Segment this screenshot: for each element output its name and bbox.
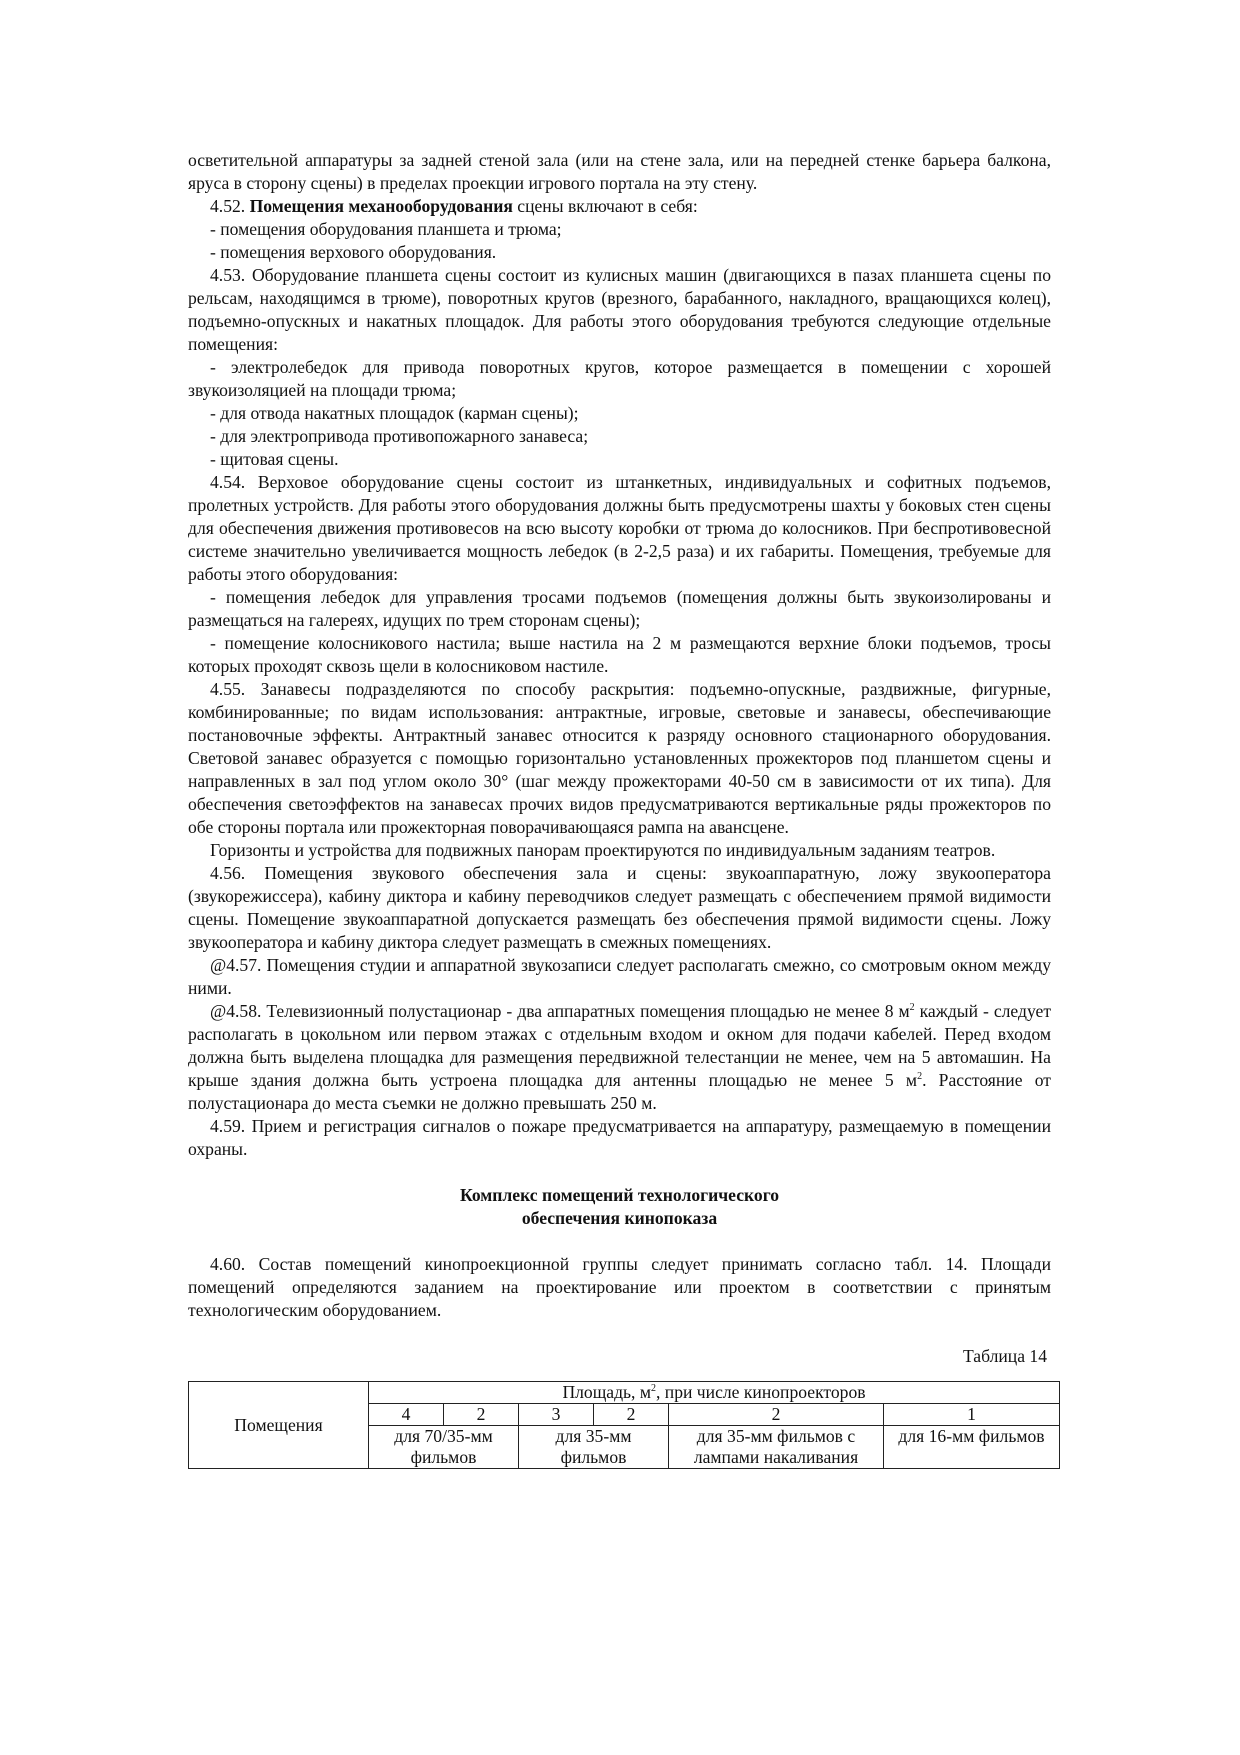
film-type-cell: для 35-мм фильмов с лампами накаливания bbox=[669, 1426, 884, 1469]
superscript: 2 bbox=[650, 1383, 656, 1395]
heading-line: Комплекс помещений технологического bbox=[459, 1185, 780, 1205]
projector-count-cell: 2 bbox=[594, 1404, 669, 1426]
paragraph-4-54: 4.54. Верховое оборудование сцены состоит из штанкетных, индивидуальных и софитных подъемов, пролетных устройств. Для работы этого оборудования должны быть предусмотрены шахты у боковых стен сцены для обеспечения движения противовесов на всю высоту коробки от трюма до колосников. При беспротивовесной системе значительно увеличивается мощность лебедок (в 2-2,5 раза) и их габариты. Помещения, требуемые для работы этого оборудования: bbox=[188, 472, 1051, 584]
paragraph: осветительной аппаратуры за задней стеной зала (или на стене зала, или на передней стенке барьера балкона, яруса в сторону сцены) в пределах проекции игрового портала на эту стену. bbox=[188, 150, 1051, 193]
list-item: - для отвода накатных площадок (карман сцены); bbox=[210, 403, 579, 423]
paragraph-4-60: 4.60. Состав помещений кинопроекционной группы следует принимать согласно табл. 14. Площади помещений определяются заданием на проектирование или проектом в соответствии с принятым технологическим оборудованием. bbox=[188, 1254, 1051, 1320]
area-header-text: , при числе кинопроекторов bbox=[655, 1382, 866, 1402]
document-page bbox=[188, 149, 1051, 1469]
projector-count-cell: 2 bbox=[444, 1404, 519, 1426]
paragraph-4-57: @4.57. Помещения студии и аппаратной звукозаписи следует располагать смежно, со смотровым окном между ними. bbox=[188, 955, 1051, 998]
projector-count-cell: 1 bbox=[884, 1404, 1060, 1426]
paragraph: Горизонты и устройства для подвижных панорам проектируются по индивидуальным заданиям театров. bbox=[210, 840, 996, 860]
paragraph-text: сцены включают в себя: bbox=[512, 196, 698, 216]
area-header-text: Площадь, м bbox=[562, 1382, 651, 1402]
heading-line: обеспечения кинопоказа bbox=[521, 1208, 718, 1228]
section-heading bbox=[188, 1184, 1051, 1230]
bold-term: Помещения механооборудования bbox=[249, 196, 513, 216]
paragraph-text: @4.58. Телевизионный полустационар - два аппаратных помещения площадью не менее 8 м bbox=[210, 1001, 910, 1021]
film-type-cell: для 35-мм фильмов bbox=[519, 1426, 669, 1469]
list-item: - щитовая сцены. bbox=[210, 449, 339, 469]
list-item: - помещения лебедок для управления тросами подъемов (помещения должны быть звукоизолированы и размещаться на галереях, идущих по трем сторонам сцены); bbox=[188, 587, 1051, 630]
projector-count-cell: 4 bbox=[369, 1404, 444, 1426]
film-type-cell: для 70/35-мм фильмов bbox=[369, 1426, 519, 1469]
list-item: - для электропривода противопожарного занавеса; bbox=[210, 426, 589, 446]
list-item: - помещение колосникового настила; выше настила на 2 м размещаются верхние блоки подъемов, тросы которых проходят сквозь щели в колосниковом настиле. bbox=[188, 633, 1051, 676]
clause-number: 4.52. bbox=[210, 196, 250, 216]
paragraph-4-59: 4.59. Прием и регистрация сигналов о пожаре предусматривается на аппаратуру, размещаемую в помещении охраны. bbox=[188, 1116, 1051, 1159]
paragraph-4-52 bbox=[188, 195, 1051, 218]
list-item: - помещения оборудования планшета и трюма; bbox=[210, 219, 562, 239]
list-item: - помещения верхового оборудования. bbox=[210, 242, 497, 262]
list-item: - электролебедок для привода поворотных кругов, которое размещается в помещении с хорошей звукоизоляцией на площади трюма; bbox=[188, 357, 1051, 400]
superscript: 2 bbox=[909, 1002, 915, 1014]
paragraph-4-53: 4.53. Оборудование планшета сцены состоит из кулисных машин (двигающихся в пазах планшета сцены по рельсам, находящимся в трюме), поворотных кругов (врезного, барабанного, накладного, вращающихся колец), подъемно-опускных и накатных площадок. Для работы этого оборудования требуются следующие отдельные помещения: bbox=[188, 265, 1051, 354]
table-row bbox=[189, 1382, 1060, 1404]
paragraph-4-58 bbox=[188, 1000, 1051, 1115]
film-type-cell: для 16-мм фильмов bbox=[884, 1426, 1060, 1469]
paragraph-text: . Расстояние от полустационара до места съемки не должно превышать 250 м. bbox=[188, 1070, 1051, 1113]
table-caption: Таблица 14 bbox=[962, 1346, 1047, 1366]
paragraph-text: каждый - следует располагать в цокольном или первом этажах с отдельным входом и окном для подачи кабелей. Перед входом должна быть выделена площадка для размещения передвижной телестанции не менее, чем на 5 автомашин. На крыше здания должна быть устроена площадка для антенны площадью не менее 5 м bbox=[188, 1001, 1052, 1090]
table-row-header: Помещения bbox=[189, 1382, 369, 1469]
paragraph-4-55: 4.55. Занавесы подразделяются по способу раскрытия: подъемно-опускные, раздвижные, фигурные, комбинированные; по видам использования: антрактные, игровые, световые и занавесы, обеспечивающие постановочные эффекты. Антрактный занавес относится к разряду основного стационарного оборудования. Световой занавес образуется с помощью горизонтально установленных прожекторов под планшетом сцены и направленных в зал под углом около 30° (шаг между прожекторами 40-50 см в зависимости от их типа). Для обеспечения светоэффектов на занавесах прочих видов предусматриваются вертикальные ряды прожекторов по обе стороны портала или прожекторная поворачивающаяся рампа на авансцене. bbox=[188, 679, 1051, 837]
area-header bbox=[369, 1382, 1060, 1404]
projector-count-cell: 2 bbox=[669, 1404, 884, 1426]
superscript: 2 bbox=[917, 1071, 923, 1083]
table-14 bbox=[188, 1381, 1060, 1469]
paragraph-4-56: 4.56. Помещения звукового обеспечения зала и сцены: звукоаппаратную, ложу звукооператора (звукорежиссера), кабину диктора и кабину переводчиков следует размещать с обеспечением прямой видимости сцены. Помещение звукоаппаратной допускается размещать без обеспечения прямой видимости сцены. Ложу звукооператора и кабину диктора следует размещать в смежных помещениях. bbox=[188, 863, 1051, 952]
projector-count-cell: 3 bbox=[519, 1404, 594, 1426]
